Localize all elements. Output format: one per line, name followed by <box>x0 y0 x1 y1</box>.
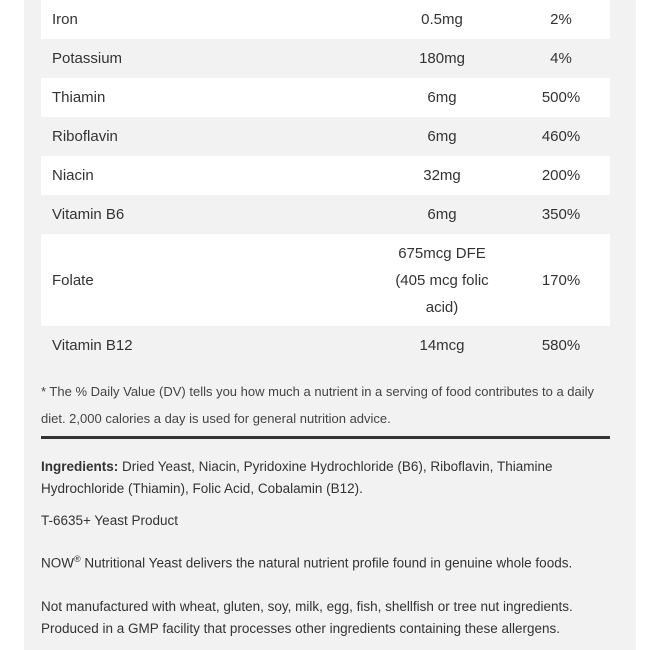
registered-mark: ® <box>74 554 81 564</box>
nutrient-amount: 180mg <box>372 39 512 78</box>
nutrient-amount: 0.5mg <box>372 0 512 39</box>
brand-name: NOW <box>41 555 74 571</box>
table-row <box>41 39 610 78</box>
nutrient-dv: 4% <box>512 39 610 78</box>
table-row <box>41 117 610 156</box>
nutrient-name: Iron <box>41 0 372 39</box>
nutrient-name: Riboflavin <box>41 117 372 156</box>
nutrient-name: Potassium <box>41 39 372 78</box>
ingredients-label: Ingredients: <box>41 459 119 474</box>
nutrient-dv: 200% <box>512 156 610 195</box>
ingredients <box>41 456 613 500</box>
nutrient-amount: 32mg <box>372 156 512 195</box>
table-row <box>41 0 610 39</box>
product-description <box>41 548 613 575</box>
description-text: Nutritional Yeast delivers the natural nutrient profile found in genuine whole foods. <box>80 555 573 571</box>
nutrient-amount: 6mg <box>372 117 512 156</box>
nutrient-name: Thiamin <box>41 78 372 117</box>
nutrient-dv: 460% <box>512 117 610 156</box>
nutrient-amount <box>372 234 512 326</box>
nutrition-table <box>41 0 610 365</box>
nutrient-dv: 350% <box>512 195 610 234</box>
table-row <box>41 156 610 195</box>
nutrient-name: Folate <box>41 234 372 326</box>
nutrient-name: Niacin <box>41 156 372 195</box>
divider <box>41 436 610 439</box>
nutrient-dv: 500% <box>512 78 610 117</box>
nutrient-dv: 580% <box>512 326 610 365</box>
nutrient-dv: 2% <box>512 0 610 39</box>
nutrient-amount: 14mcg <box>372 326 512 365</box>
amount-line: acid) <box>425 298 459 316</box>
ingredients-text: Dried Yeast, Niacin, Pyridoxine Hydrochloride (B6), Riboflavin, Thiamine Hydrochloride (Thiamin), Folic Acid, Cobalamin (B12). <box>41 459 553 496</box>
nutrient-amount: 6mg <box>372 78 512 117</box>
table-row <box>41 234 610 326</box>
table-row <box>41 78 610 117</box>
table-row <box>41 326 610 365</box>
daily-value-footnote: * The % Daily Value (DV) tells you how much a nutrient in a serving of food contributes to a daily diet. 2,000 calories a day is used for general nutrition advice. <box>41 384 595 426</box>
nutrient-name: Vitamin B6 <box>41 195 372 234</box>
table-row <box>41 195 610 234</box>
allergen-statement: Not manufactured with wheat, gluten, soy, milk, egg, fish, shellfish or tree nut ingredients. Produced in a GMP facility that processes other ingredients containing these allergens. <box>41 599 573 636</box>
nutrient-name: Vitamin B12 <box>41 326 372 365</box>
amount-line: (405 mcg folic <box>395 271 489 289</box>
nutrient-dv: 170% <box>512 234 610 326</box>
product-code: T-6635+ Yeast Product <box>41 513 178 528</box>
amount-line: 675mcg DFE <box>398 244 486 262</box>
nutrient-amount: 6mg <box>372 195 512 234</box>
